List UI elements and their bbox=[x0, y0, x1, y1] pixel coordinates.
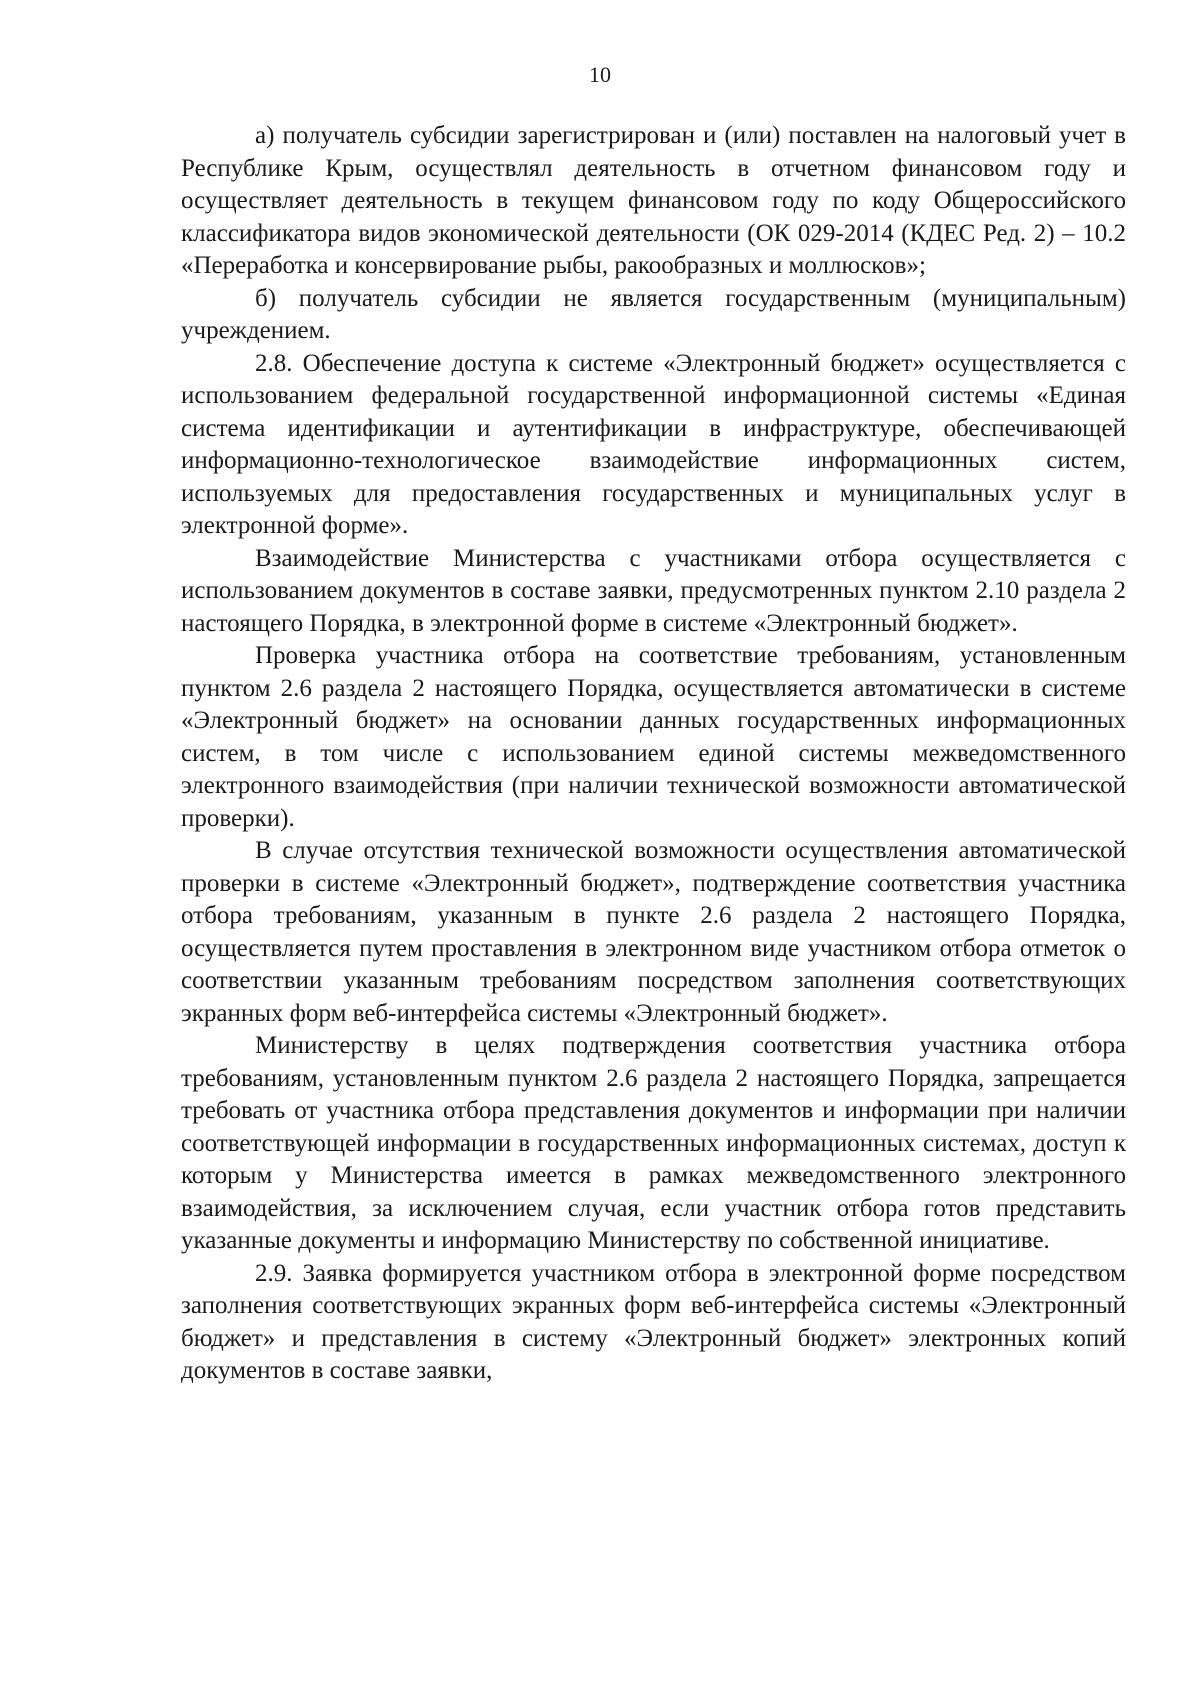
paragraph-verification: Проверка участника отбора на соответствие требованиям, установленным пунктом 2.6 раздела 2 настоящего Порядка, осуществляется автоматически в системе «Электронный бюджет» на основании данных государственных информационных систем, в том числе с использованием единой системы межведомственного электронного взаимодействия (при наличии технической возможности автоматической проверки). bbox=[181, 642, 1126, 832]
paragraph-2-7-b: б) получатель субсидии не является государственным (муниципальным) учреждением. bbox=[181, 284, 1126, 344]
paragraph-interaction: Взаимодействие Министерства с участниками отбора осуществляется с использованием документов в составе заявки, предусмотренных пунктом 2.10 раздела 2 настоящего Порядка, в электронной форме в системе «Электронный бюджет». bbox=[181, 544, 1126, 637]
paragraph-manual-confirmation: В случае отсутствия технической возможности осуществления автоматической проверки в системе «Электронный бюджет», подтверждение соответствия участника отбора требованиям, указанным в пункте 2.6 раздела 2 настоящего Порядка, осуществляется путем проставления в электронном виде участником отбора отметок о соответствии указанным требованиям посредством заполнения соответствующих экранных форм веб-интерфейса системы «Электронный бюджет». bbox=[181, 837, 1126, 1027]
paragraph-ministry-restriction: Министерству в целях подтверждения соответствия участника отбора требованиям, установленным пунктом 2.6 раздела 2 настоящего Порядка, запрещается требовать от участника отбора представления документов и информации при наличии соответствующей информации в государственных информационных системах, доступ к которым у Министерства имеется в рамках межведомственного электронного взаимодействия, за исключением случая, если участник отбора готов представить указанные документы и информацию Министерству по собственной инициативе. bbox=[181, 1032, 1126, 1254]
page-number: 10 bbox=[589, 62, 611, 87]
document-body bbox=[181, 120, 1126, 1388]
paragraph-2-9: 2.9. Заявка формируется участником отбора в электронной форме посредством заполнения соответствующих экранных форм веб-интерфейса системы «Электронный бюджет» и представления в систему «Электронный бюджет» электронных копий документов в составе заявки, bbox=[181, 1259, 1126, 1384]
paragraph-2-7-a: а) получатель субсидии зарегистрирован и (или) поставлен на налоговый учет в Республике Крым, осуществлял деятельность в отчетном финансовом году и осуществляет деятельность в текущем финансовом году по коду Общероссийского классификатора видов экономической деятельности (ОК 029-2014 (КДЕС Ред. 2) – 10.2 «Переработка и консервирование рыбы, ракообразных и моллюсков»; bbox=[181, 122, 1126, 279]
paragraph-2-8: 2.8. Обеспечение доступа к системе «Электронный бюджет» осуществляется с использованием федеральной государственной информационной системы «Единая система идентификации и аутентификации в инфраструктуре, обеспечивающей информационно-технологическое взаимодействие информационных систем, используемых для предоставления государственных и муниципальных услуг в электронной форме». bbox=[181, 349, 1126, 539]
